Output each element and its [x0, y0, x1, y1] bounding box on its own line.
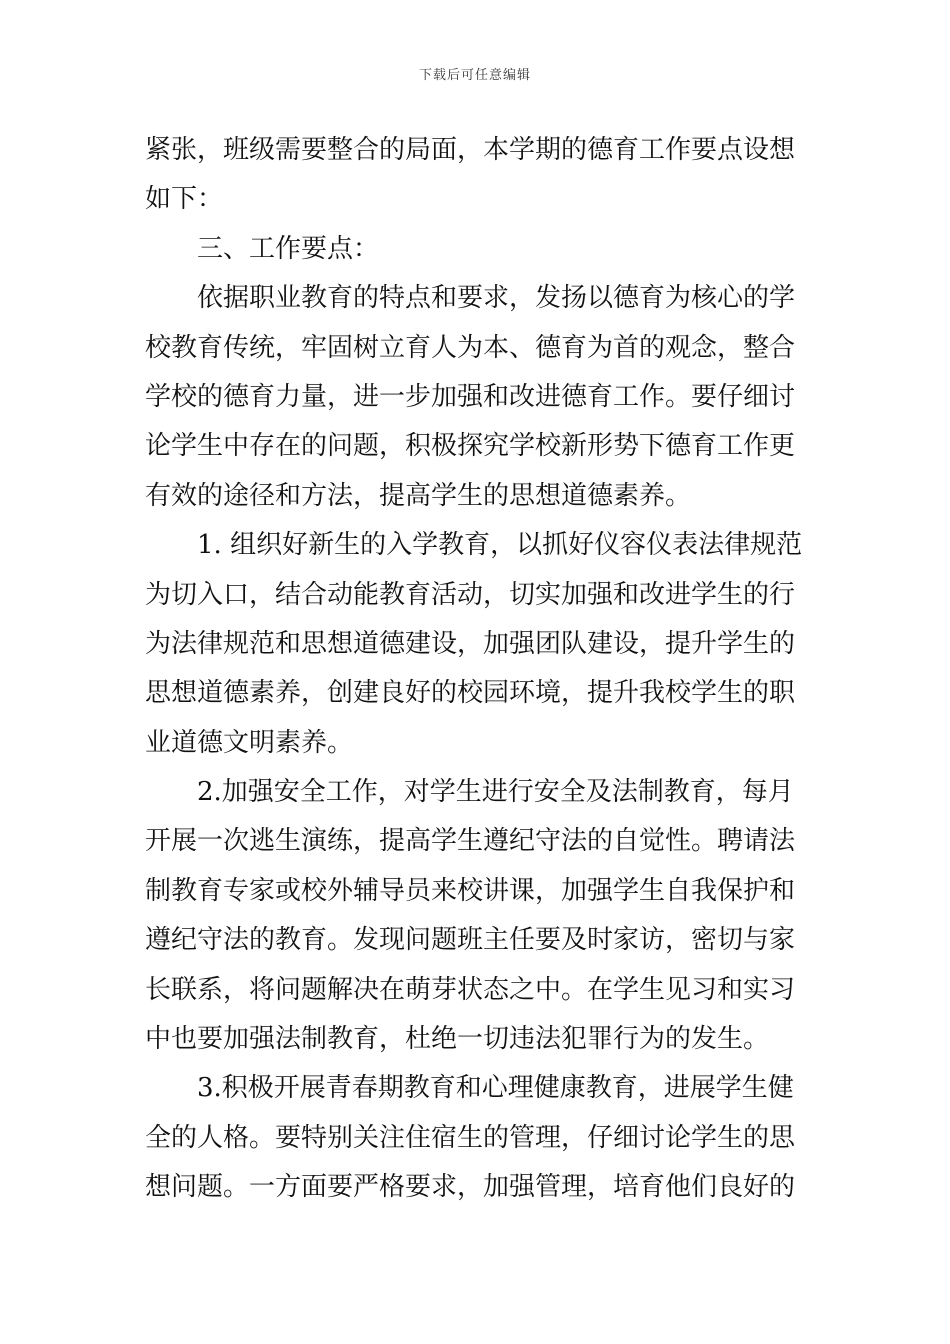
text-line: 依据职业教育的特点和要求，发扬以德育为核心的学	[197, 283, 796, 314]
text-line: 中也要加强法制教育，杜绝一切违法犯罪行为的发生。	[145, 1024, 770, 1055]
text-line: 想问题。一方面要严格要求，加强管理，培育他们良好的	[145, 1172, 796, 1203]
page-header: 下载后可任意编辑	[418, 68, 531, 83]
text-line: 1. 组织好新生的入学教育，以抓好仪容仪表法律规范	[197, 530, 803, 561]
document-body	[145, 126, 810, 1213]
text-line: 学校的德育力量，进一步加强和改进德育工作。要仔细讨	[145, 381, 796, 412]
text-line: 思想道德素养，创建良好的校园环境，提升我校学生的职	[145, 678, 796, 709]
text-line: 有效的途径和方法，提高学生的思想道德素养。	[145, 480, 692, 511]
text-line: 2.加强安全工作，对学生进行安全及法制教育，每月	[197, 777, 794, 808]
text-line: 业道德文明素养。	[145, 727, 354, 758]
text-line: 3.积极开展青春期教育和心理健康教育，进展学生健	[197, 1073, 794, 1104]
text-line: 遵纪守法的教育。发现问题班主任要及时家访，密切与家	[145, 925, 796, 956]
text-line: 制教育专家或校外辅导员来校讲课，加强学生自我保护和	[145, 875, 796, 906]
text-line: 为法律规范和思想道德建设，加强团队建设，提升学生的	[145, 628, 796, 659]
text-line: 论学生中存在的问题，积极探究学校新形势下德育工作更	[145, 431, 796, 462]
text-line: 三、工作要点：	[197, 233, 380, 264]
text-line: 全的人格。要特别关注住宿生的管理，仔细讨论学生的思	[145, 1122, 796, 1153]
text-line: 开展一次逃生演练，提高学生遵纪守法的自觉性。聘请法	[145, 826, 796, 857]
text-line: 紧张，班级需要整合的局面，本学期的德育工作要点设想	[145, 135, 796, 165]
text-line: 校教育传统，牢固树立育人为本、德育为首的观念，整合	[145, 332, 796, 363]
text-line: 长联系，将问题解决在萌芽状态之中。在学生见习和实习	[145, 974, 796, 1005]
text-line: 如下：	[145, 184, 224, 215]
text-line: 为切入口，结合动能教育活动，切实加强和改进学生的行	[145, 579, 796, 610]
